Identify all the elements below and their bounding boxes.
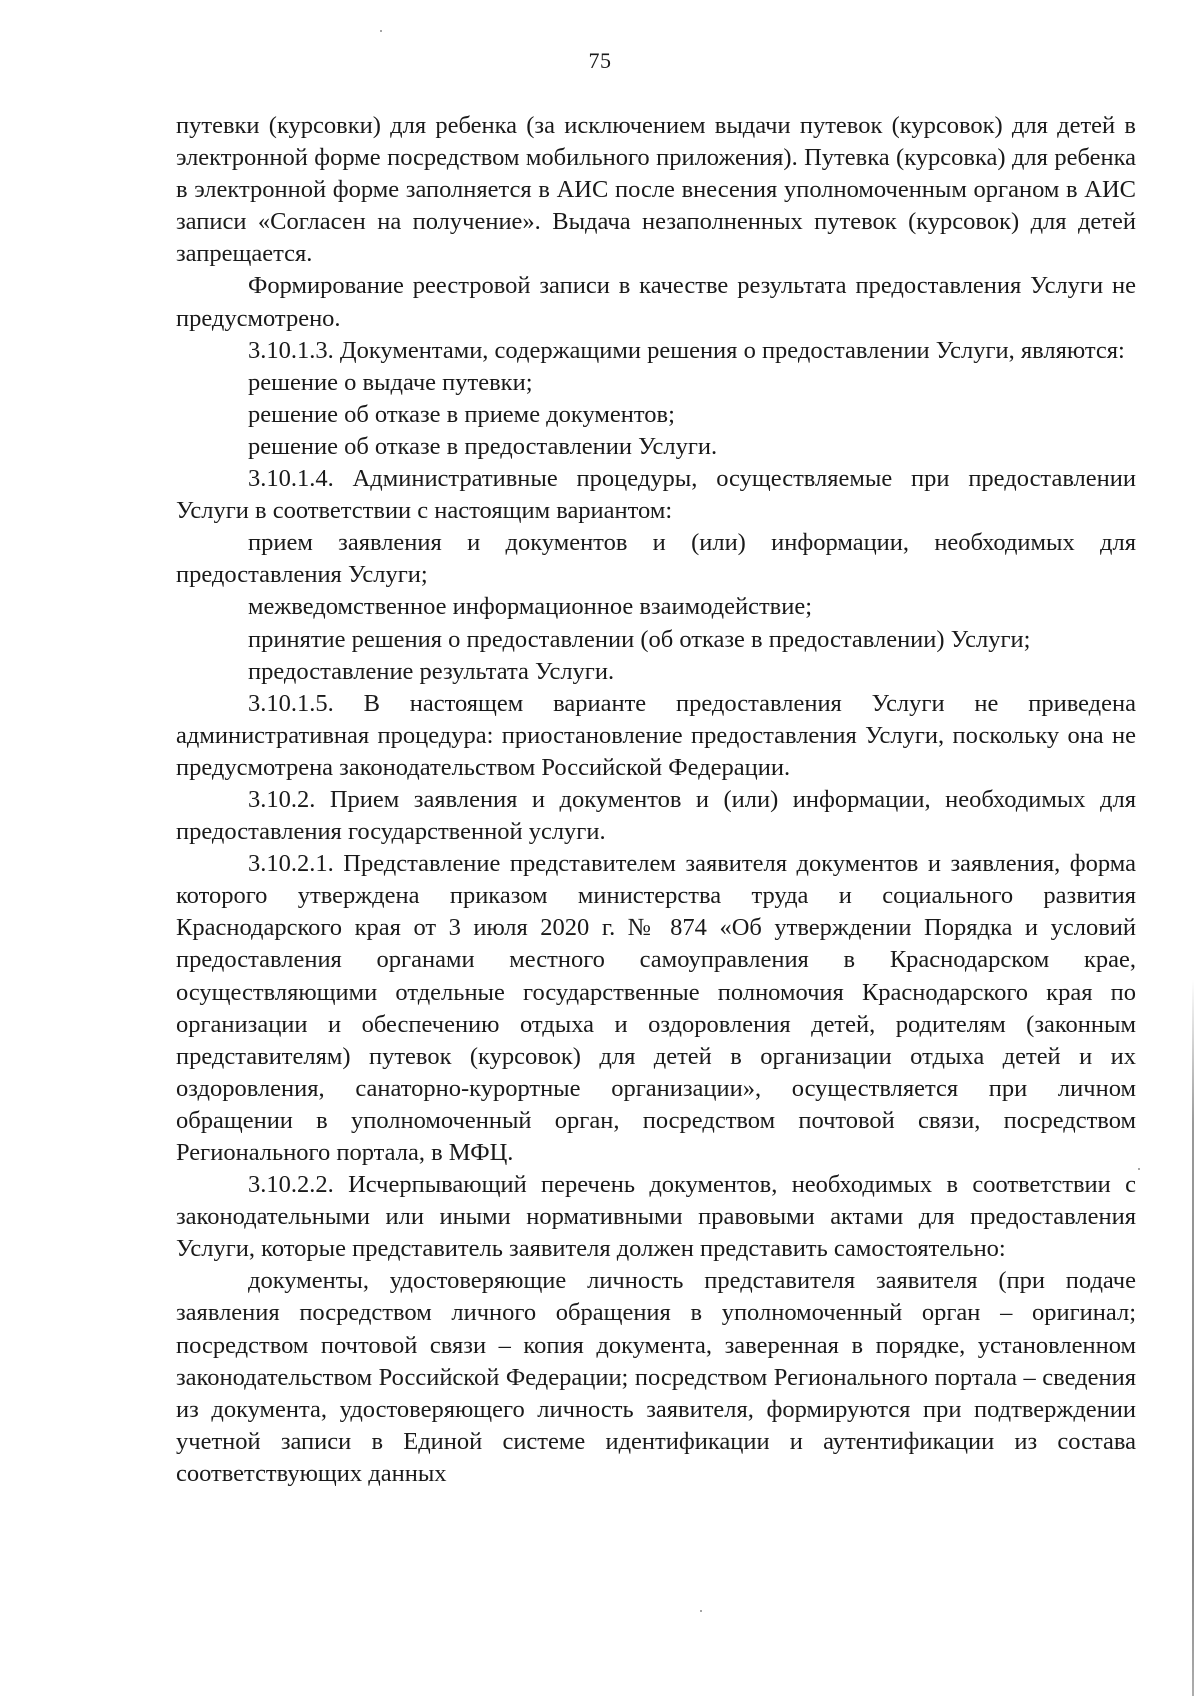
scan-speck bbox=[700, 1610, 702, 1612]
list-item: решение об отказе в приеме документов; bbox=[248, 400, 675, 428]
list-item: предоставление результата Услуги. bbox=[248, 657, 615, 685]
page-number: 75 bbox=[588, 48, 612, 73]
paragraph: 3.10.1.5. В настоящем варианте предоставления Услуги не приведена административная процедура: приостановление предоставления Услуги, поскольку она не предусмотрена законодательством Российской Федерации. bbox=[176, 689, 1136, 781]
paragraph: прием заявления и документов и (или) информации, необходимых для предоставления Услуги; bbox=[176, 529, 1136, 589]
list-item: решение об отказе в предоставлении Услуги. bbox=[248, 432, 718, 460]
list-item: принятие решения о предоставлении (об отказе в предоставлении) Услуги; bbox=[248, 625, 1031, 653]
paragraph: 3.10.2.1. Представление представителем заявителя документов и заявления, форма которого утверждена приказом министерства труда и социального развития Краснодарского края от 3 июля 2020 г. № 874 «Об утверждении Порядка и условий предоставления органами местного самоуправления в Краснодарском крае, осуществляющими отдельные государственные полномочия Краснодарского края по организации и обеспечению отдыха и оздоровления детей, родителям (законным представителям) путевок (курсовок) для детей в организации отдыха детей и их оздоровления, санаторно-курортные организации», осуществляется при личном обращении в уполномоченный орган, посредством почтовой связи, посредством Регионального портала, в МФЦ. bbox=[176, 850, 1136, 1166]
paragraph: документы, удостоверяющие личность представителя заявителя (при подаче заявления посредством личного обращения в уполномоченный орган – оригинал; посредством почтовой связи – копия документа, заверенная в порядке, установленном законодательством Российской Федерации; посредством Регионального портала – сведения из документа, удостоверяющего личность заявителя, формируются при подтверждении учетной записи в Единой системе идентификации и аутентификации из состава соответствующих данных bbox=[176, 1267, 1136, 1487]
paragraph: 3.10.2.2. Исчерпывающий перечень документов, необходимых в соответствии с законодательными или иными нормативными правовыми актами для предоставления Услуги, которые представитель заявителя должен представить самостоятельно: bbox=[176, 1171, 1136, 1263]
paragraph: 3.10.2. Прием заявления и документов и (или) информации, необходимых для предоставления государственной услуги. bbox=[176, 785, 1136, 846]
paragraph: 3.10.1.4. Административные процедуры, осуществляемые при предоставлении Услуги в соответствии с настоящим вариантом: bbox=[176, 465, 1136, 525]
scan-edge-shadow bbox=[1192, 980, 1194, 1696]
paragraph: путевки (курсовки) для ребенка (за исключением выдачи путевок (курсовок) для детей в электронной форме посредством мобильного приложения). Путевка (курсовка) для ребенка в электронной форме заполняется в АИС после внесения уполномоченным органом в АИС записи «Согласен на получение». Выдача незаполненных путевок (курсовок) для детей запрещается. bbox=[176, 112, 1136, 268]
paragraph: 3.10.1.3. Документами, содержащими решения о предоставлении Услуги, являются: bbox=[248, 336, 1125, 364]
list-item: межведомственное информационное взаимодействие; bbox=[248, 593, 813, 621]
scan-speck bbox=[380, 30, 382, 32]
scan-speck bbox=[1138, 1168, 1140, 1170]
document-body bbox=[176, 110, 1136, 1490]
paragraph: Формирование реестровой записи в качестве результата предоставления Услуги не предусмотрено. bbox=[176, 272, 1136, 332]
list-item: решение о выдаче путевки; bbox=[248, 368, 533, 396]
